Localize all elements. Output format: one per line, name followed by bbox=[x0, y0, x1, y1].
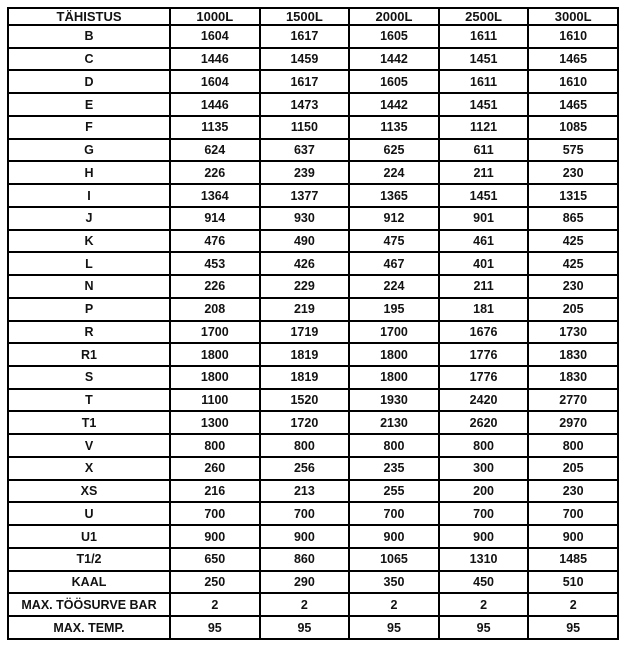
value-cell: 1135 bbox=[349, 116, 439, 139]
table-row bbox=[8, 616, 618, 639]
value-cell: 2 bbox=[528, 593, 618, 616]
row-label-cell: V bbox=[8, 434, 170, 457]
value-cell: 914 bbox=[170, 207, 260, 230]
value-cell: 1451 bbox=[439, 184, 529, 207]
value-cell: 216 bbox=[170, 480, 260, 503]
value-cell: 230 bbox=[528, 480, 618, 503]
value-cell: 700 bbox=[260, 502, 350, 525]
table-row bbox=[8, 389, 618, 412]
value-cell: 1611 bbox=[439, 70, 529, 93]
value-cell: 1451 bbox=[439, 93, 529, 116]
value-cell: 625 bbox=[349, 139, 439, 162]
table-row bbox=[8, 184, 618, 207]
tank-dimension-spec-table bbox=[7, 7, 619, 640]
value-cell: 1800 bbox=[349, 366, 439, 389]
value-cell: 700 bbox=[349, 502, 439, 525]
value-cell: 95 bbox=[528, 616, 618, 639]
value-cell: 1819 bbox=[260, 343, 350, 366]
row-label-cell: T bbox=[8, 389, 170, 412]
row-label-cell: H bbox=[8, 161, 170, 184]
value-cell: 475 bbox=[349, 230, 439, 253]
value-cell: 1459 bbox=[260, 48, 350, 71]
value-cell: 490 bbox=[260, 230, 350, 253]
value-cell: 453 bbox=[170, 252, 260, 275]
header-cell-1500l: 1500L bbox=[260, 8, 350, 25]
header-cell-2000l: 2000L bbox=[349, 8, 439, 25]
row-label-cell: C bbox=[8, 48, 170, 71]
table-row bbox=[8, 275, 618, 298]
row-label-cell: B bbox=[8, 25, 170, 48]
table-row bbox=[8, 139, 618, 162]
row-label-cell: N bbox=[8, 275, 170, 298]
value-cell: 2 bbox=[439, 593, 529, 616]
value-cell: 181 bbox=[439, 298, 529, 321]
value-cell: 224 bbox=[349, 275, 439, 298]
value-cell: 901 bbox=[439, 207, 529, 230]
value-cell: 235 bbox=[349, 457, 439, 480]
header-cell-1000l: 1000L bbox=[170, 8, 260, 25]
value-cell: 800 bbox=[170, 434, 260, 457]
value-cell: 1800 bbox=[170, 343, 260, 366]
value-cell: 1100 bbox=[170, 389, 260, 412]
header-cell-2500l: 2500L bbox=[439, 8, 529, 25]
row-label-cell: F bbox=[8, 116, 170, 139]
row-label-cell: T1 bbox=[8, 411, 170, 434]
table-body bbox=[8, 25, 618, 639]
value-cell: 1300 bbox=[170, 411, 260, 434]
value-cell: 1610 bbox=[528, 25, 618, 48]
value-cell: 255 bbox=[349, 480, 439, 503]
value-cell: 401 bbox=[439, 252, 529, 275]
value-cell: 1315 bbox=[528, 184, 618, 207]
row-label-cell: S bbox=[8, 366, 170, 389]
value-cell: 1150 bbox=[260, 116, 350, 139]
value-cell: 700 bbox=[439, 502, 529, 525]
value-cell: 2 bbox=[349, 593, 439, 616]
value-cell: 226 bbox=[170, 275, 260, 298]
value-cell: 425 bbox=[528, 230, 618, 253]
table-row bbox=[8, 548, 618, 571]
row-label-cell: XS bbox=[8, 480, 170, 503]
row-label-cell: R1 bbox=[8, 343, 170, 366]
value-cell: 224 bbox=[349, 161, 439, 184]
header-cell-designation: TÄHISTUS bbox=[8, 8, 170, 25]
table-row bbox=[8, 25, 618, 48]
value-cell: 1451 bbox=[439, 48, 529, 71]
table-row bbox=[8, 93, 618, 116]
value-cell: 211 bbox=[439, 275, 529, 298]
value-cell: 1830 bbox=[528, 366, 618, 389]
value-cell: 611 bbox=[439, 139, 529, 162]
value-cell: 1605 bbox=[349, 70, 439, 93]
value-cell: 2970 bbox=[528, 411, 618, 434]
value-cell: 2130 bbox=[349, 411, 439, 434]
value-cell: 1676 bbox=[439, 321, 529, 344]
value-cell: 260 bbox=[170, 457, 260, 480]
value-cell: 1465 bbox=[528, 93, 618, 116]
value-cell: 1720 bbox=[260, 411, 350, 434]
value-cell: 624 bbox=[170, 139, 260, 162]
value-cell: 1800 bbox=[170, 366, 260, 389]
value-cell: 2 bbox=[170, 593, 260, 616]
table-row bbox=[8, 480, 618, 503]
value-cell: 1121 bbox=[439, 116, 529, 139]
value-cell: 860 bbox=[260, 548, 350, 571]
value-cell: 1310 bbox=[439, 548, 529, 571]
value-cell: 1700 bbox=[170, 321, 260, 344]
value-cell: 1776 bbox=[439, 366, 529, 389]
value-cell: 425 bbox=[528, 252, 618, 275]
value-cell: 1442 bbox=[349, 93, 439, 116]
table-row bbox=[8, 207, 618, 230]
value-cell: 700 bbox=[528, 502, 618, 525]
table-row bbox=[8, 366, 618, 389]
value-cell: 800 bbox=[439, 434, 529, 457]
table-row bbox=[8, 593, 618, 616]
value-cell: 1776 bbox=[439, 343, 529, 366]
value-cell: 350 bbox=[349, 571, 439, 594]
row-label-cell: K bbox=[8, 230, 170, 253]
value-cell: 1065 bbox=[349, 548, 439, 571]
row-label-cell: MAX. TEMP. bbox=[8, 616, 170, 639]
row-label-cell: U1 bbox=[8, 525, 170, 548]
value-cell: 1800 bbox=[349, 343, 439, 366]
value-cell: 230 bbox=[528, 275, 618, 298]
value-cell: 205 bbox=[528, 457, 618, 480]
row-label-cell: KAAL bbox=[8, 571, 170, 594]
value-cell: 1819 bbox=[260, 366, 350, 389]
table-row bbox=[8, 571, 618, 594]
row-label-cell: U bbox=[8, 502, 170, 525]
value-cell: 1377 bbox=[260, 184, 350, 207]
value-cell: 865 bbox=[528, 207, 618, 230]
value-cell: 930 bbox=[260, 207, 350, 230]
value-cell: 2620 bbox=[439, 411, 529, 434]
value-cell: 1442 bbox=[349, 48, 439, 71]
value-cell: 229 bbox=[260, 275, 350, 298]
value-cell: 2770 bbox=[528, 389, 618, 412]
value-cell: 1730 bbox=[528, 321, 618, 344]
value-cell: 219 bbox=[260, 298, 350, 321]
value-cell: 1700 bbox=[349, 321, 439, 344]
value-cell: 211 bbox=[439, 161, 529, 184]
value-cell: 1604 bbox=[170, 25, 260, 48]
value-cell: 200 bbox=[439, 480, 529, 503]
header-cell-3000l: 3000L bbox=[528, 8, 618, 25]
value-cell: 510 bbox=[528, 571, 618, 594]
value-cell: 95 bbox=[349, 616, 439, 639]
table-row bbox=[8, 525, 618, 548]
value-cell: 213 bbox=[260, 480, 350, 503]
value-cell: 650 bbox=[170, 548, 260, 571]
value-cell: 95 bbox=[439, 616, 529, 639]
row-label-cell: I bbox=[8, 184, 170, 207]
value-cell: 1830 bbox=[528, 343, 618, 366]
table-row bbox=[8, 411, 618, 434]
table-row bbox=[8, 230, 618, 253]
value-cell: 912 bbox=[349, 207, 439, 230]
value-cell: 205 bbox=[528, 298, 618, 321]
value-cell: 575 bbox=[528, 139, 618, 162]
table-row bbox=[8, 434, 618, 457]
table-row bbox=[8, 70, 618, 93]
value-cell: 195 bbox=[349, 298, 439, 321]
value-cell: 800 bbox=[260, 434, 350, 457]
value-cell: 2 bbox=[260, 593, 350, 616]
value-cell: 1617 bbox=[260, 25, 350, 48]
table-row bbox=[8, 252, 618, 275]
value-cell: 1719 bbox=[260, 321, 350, 344]
row-label-cell: P bbox=[8, 298, 170, 321]
value-cell: 1611 bbox=[439, 25, 529, 48]
value-cell: 1520 bbox=[260, 389, 350, 412]
value-cell: 239 bbox=[260, 161, 350, 184]
table-row bbox=[8, 502, 618, 525]
value-cell: 900 bbox=[439, 525, 529, 548]
value-cell: 1485 bbox=[528, 548, 618, 571]
row-label-cell: X bbox=[8, 457, 170, 480]
value-cell: 230 bbox=[528, 161, 618, 184]
value-cell: 1446 bbox=[170, 48, 260, 71]
value-cell: 1085 bbox=[528, 116, 618, 139]
table-row bbox=[8, 116, 618, 139]
value-cell: 426 bbox=[260, 252, 350, 275]
value-cell: 450 bbox=[439, 571, 529, 594]
value-cell: 1473 bbox=[260, 93, 350, 116]
value-cell: 476 bbox=[170, 230, 260, 253]
value-cell: 1364 bbox=[170, 184, 260, 207]
table-row bbox=[8, 457, 618, 480]
table-row bbox=[8, 321, 618, 344]
value-cell: 300 bbox=[439, 457, 529, 480]
table-row bbox=[8, 298, 618, 321]
value-cell: 900 bbox=[170, 525, 260, 548]
row-label-cell: D bbox=[8, 70, 170, 93]
value-cell: 290 bbox=[260, 571, 350, 594]
value-cell: 226 bbox=[170, 161, 260, 184]
value-cell: 1465 bbox=[528, 48, 618, 71]
row-label-cell: G bbox=[8, 139, 170, 162]
value-cell: 2420 bbox=[439, 389, 529, 412]
value-cell: 637 bbox=[260, 139, 350, 162]
value-cell: 1135 bbox=[170, 116, 260, 139]
value-cell: 467 bbox=[349, 252, 439, 275]
table-row bbox=[8, 48, 618, 71]
value-cell: 800 bbox=[349, 434, 439, 457]
value-cell: 900 bbox=[528, 525, 618, 548]
table-header-row bbox=[8, 8, 618, 25]
value-cell: 900 bbox=[260, 525, 350, 548]
row-label-cell: J bbox=[8, 207, 170, 230]
value-cell: 1605 bbox=[349, 25, 439, 48]
row-label-cell: T1/2 bbox=[8, 548, 170, 571]
value-cell: 800 bbox=[528, 434, 618, 457]
row-label-cell: R bbox=[8, 321, 170, 344]
value-cell: 1365 bbox=[349, 184, 439, 207]
table-row bbox=[8, 161, 618, 184]
value-cell: 256 bbox=[260, 457, 350, 480]
row-label-cell: MAX. TÖÖSURVE BAR bbox=[8, 593, 170, 616]
value-cell: 1610 bbox=[528, 70, 618, 93]
value-cell: 1604 bbox=[170, 70, 260, 93]
row-label-cell: E bbox=[8, 93, 170, 116]
value-cell: 95 bbox=[260, 616, 350, 639]
value-cell: 95 bbox=[170, 616, 260, 639]
value-cell: 250 bbox=[170, 571, 260, 594]
value-cell: 900 bbox=[349, 525, 439, 548]
value-cell: 208 bbox=[170, 298, 260, 321]
value-cell: 1617 bbox=[260, 70, 350, 93]
value-cell: 700 bbox=[170, 502, 260, 525]
row-label-cell: L bbox=[8, 252, 170, 275]
value-cell: 1446 bbox=[170, 93, 260, 116]
value-cell: 461 bbox=[439, 230, 529, 253]
value-cell: 1930 bbox=[349, 389, 439, 412]
table-row bbox=[8, 343, 618, 366]
